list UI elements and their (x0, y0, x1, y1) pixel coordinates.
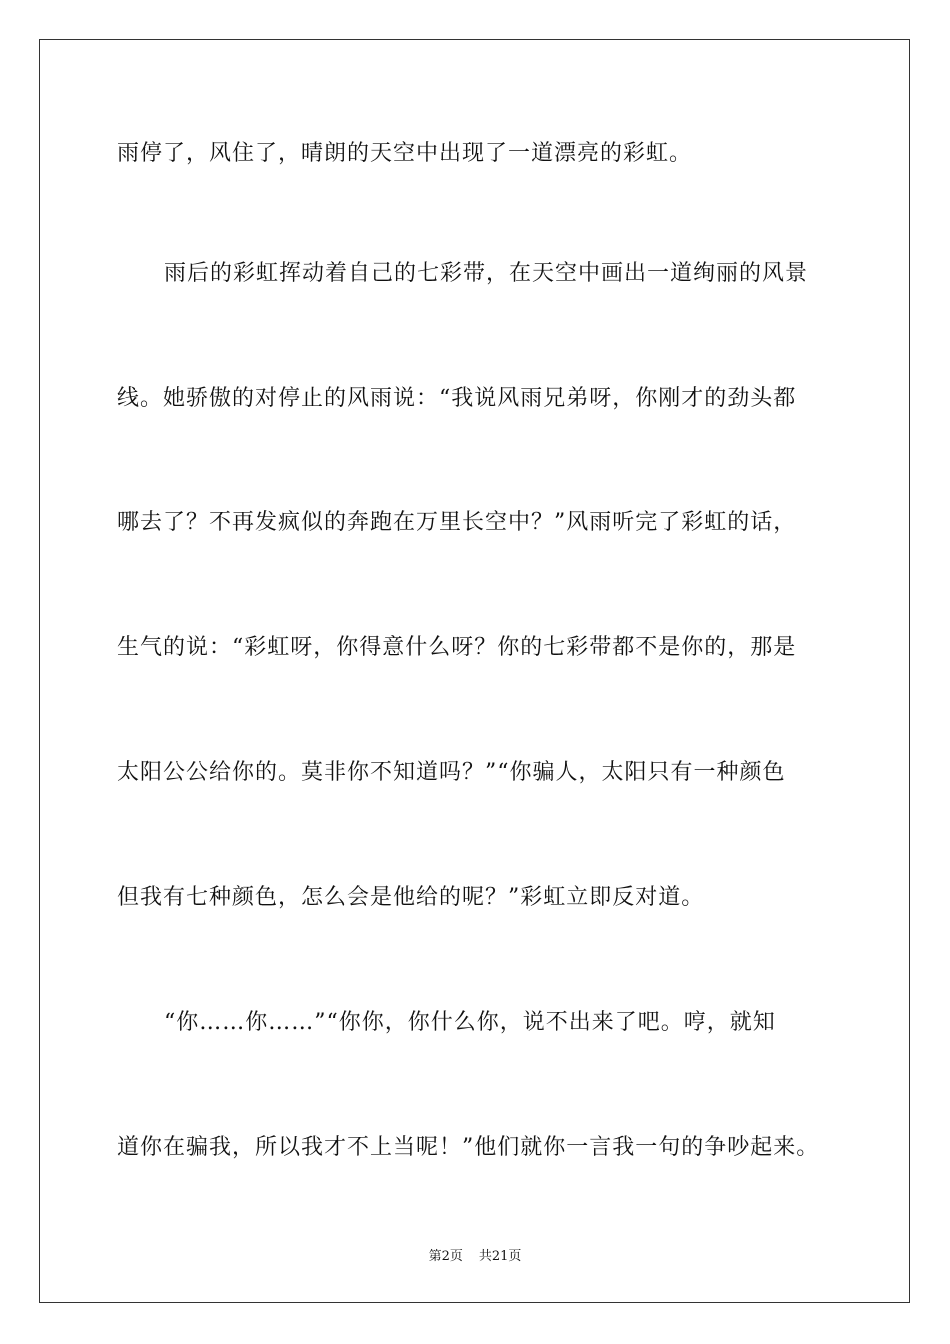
paragraph-line-2: 雨后的彩虹挥动着自己的七彩带，在天空中画出一道绚丽的风景 (164, 261, 809, 286)
paragraph-line-8: “你……你……”“你你，你什么你，说不出来了吧。哼，就知 (164, 1010, 776, 1035)
paragraph-line-3: 线。她骄傲的对停止的风雨说：“我说风雨兄弟呀，你刚才的劲头都 (117, 386, 797, 411)
page-total: 共21页 (478, 1249, 522, 1264)
paragraph-line-1: 雨停了，风住了，晴朗的天空中出现了一道漂亮的彩虹。 (117, 141, 693, 166)
paragraph-line-4: 哪去了？不再发疯似的奔跑在万里长空中？”风雨听完了彩虹的话， (117, 510, 797, 535)
paragraph-line-7: 但我有七种颜色，怎么会是他给的呢？”彩虹立即反对道。 (117, 885, 705, 910)
page-number: 第2页 (428, 1249, 463, 1264)
paragraph-line-5: 生气的说：“彩虹呀，你得意什么呀？你的七彩带都不是你的，那是 (117, 635, 797, 660)
paragraph-line-6: 太阳公公给你的。莫非你不知道吗？”“你骗人，太阳只有一种颜色 (117, 760, 786, 785)
page-footer (0, 1248, 950, 1266)
paragraph-line-9: 道你在骗我，所以我才不上当呢！”他们就你一言我一句的争吵起来。 (117, 1135, 820, 1160)
page-border (39, 39, 910, 1303)
